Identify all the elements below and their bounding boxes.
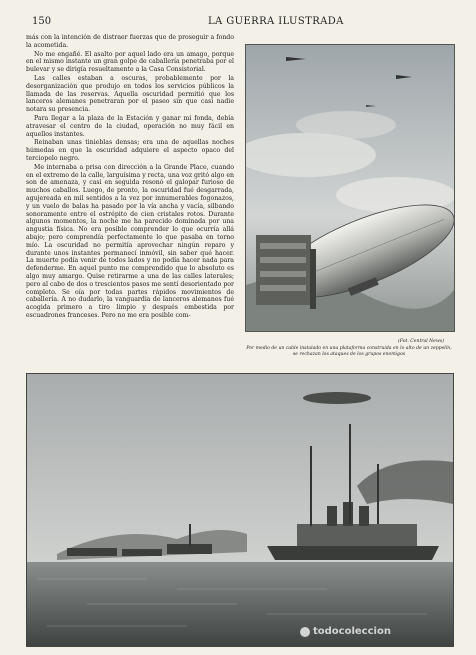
photo-credit: (Fot. Central News) (398, 339, 444, 344)
article-paragraph: más con la intención de distraer fuerzas que de proseguir a fondo la acometida. (26, 34, 234, 49)
cloud (296, 111, 396, 139)
watermark (300, 626, 391, 637)
article-paragraph: No me engañé. El asalto por aquel lado era un amago, porque en el mismo instante un gran golpe de caballería penetraba por el bulevar y se dirigía resueltamente a la Casa Consistorial. (26, 50, 234, 74)
article-column (26, 34, 234, 321)
article-paragraph: Las calles estaban a oscuras, probablemente por la desorganización que produjo en todos los servicios públicos la llamada de las reservas. Aquella oscuridad permitió que los lanceros alemanes penetraran por el paseo sin que casi nadie notara su presencia. (26, 74, 234, 114)
watermark-text: todocoleccion (313, 626, 391, 637)
article-paragraph: Me internaba a prisa con dirección a la Grande Place, cuando en el extremo de la calle, larguísima y recta, una voz gritó algo en son de amenaza, y casi en seguida resonó el galopar furioso de muchos caballos. Luego, de pronto, la oscuridad fué desgarrada, agujereada en mil sentidos a la vez por innumerables fogonazos, y un vuelo de balas ha pasado por la vía ancha y vacía, silbando sonoramente entre el estrépito de cien cristales rotos. Durante algunos momentos, la noche me ha parecido dominada por una angustia física. No era posible comprender lo que ocurría allá abajo; pero comprendía perfectamente lo que pasaba en torno mío. La oscuridad no permitía aprovechar ningún reparo y durante unos instantes permanecí inmóvil, sin saber qué hacer. La muerte podía venir de todos lados y no podía hacer nada para defenderme. En aquel punto me comprendido que lo absoluto es algo muy amargo. Quise retirarme a una de las calles laterales; pero al cabo de dos o trescientos pasos me sentí desorientado por completo. Se oía por todas partes rápidos movimientos de caballería. A no dudarlo, la vanguardia de lanceros alemanes fué acogida primero a tiro limpio y después embestida por escuadrones franceses. Pero no me era posible com- (26, 163, 234, 319)
platform-structure (256, 235, 316, 309)
article-paragraph: Reinaban unas tinieblas densas; era una de aquellas noches húmedas en que la oscuridad adquiere el aspecto opaco del terciopelo negro. (26, 139, 234, 162)
page-number: 150 (32, 16, 52, 27)
zeppelin (303, 392, 371, 404)
zeppelin-illustration (246, 45, 454, 331)
watermark-logo-icon (300, 627, 310, 637)
fleet-illustration (27, 374, 453, 646)
zeppelin-photo (245, 44, 455, 332)
photo-caption: Por medio de un cable instalado en una plataforma construida en lo alto de un zeppelín, se rechazan los ataques de los grupos enemigos (246, 346, 452, 357)
running-title: LA GUERRA ILUSTRADA (208, 16, 344, 27)
fleet-photo (26, 373, 454, 647)
article-paragraph: Para llegar a la plaza de la Estación y ganar mi fonda, debía atravesar el centro de la ciudad, operación no muy fácil en aquellos instantes. (26, 114, 234, 138)
